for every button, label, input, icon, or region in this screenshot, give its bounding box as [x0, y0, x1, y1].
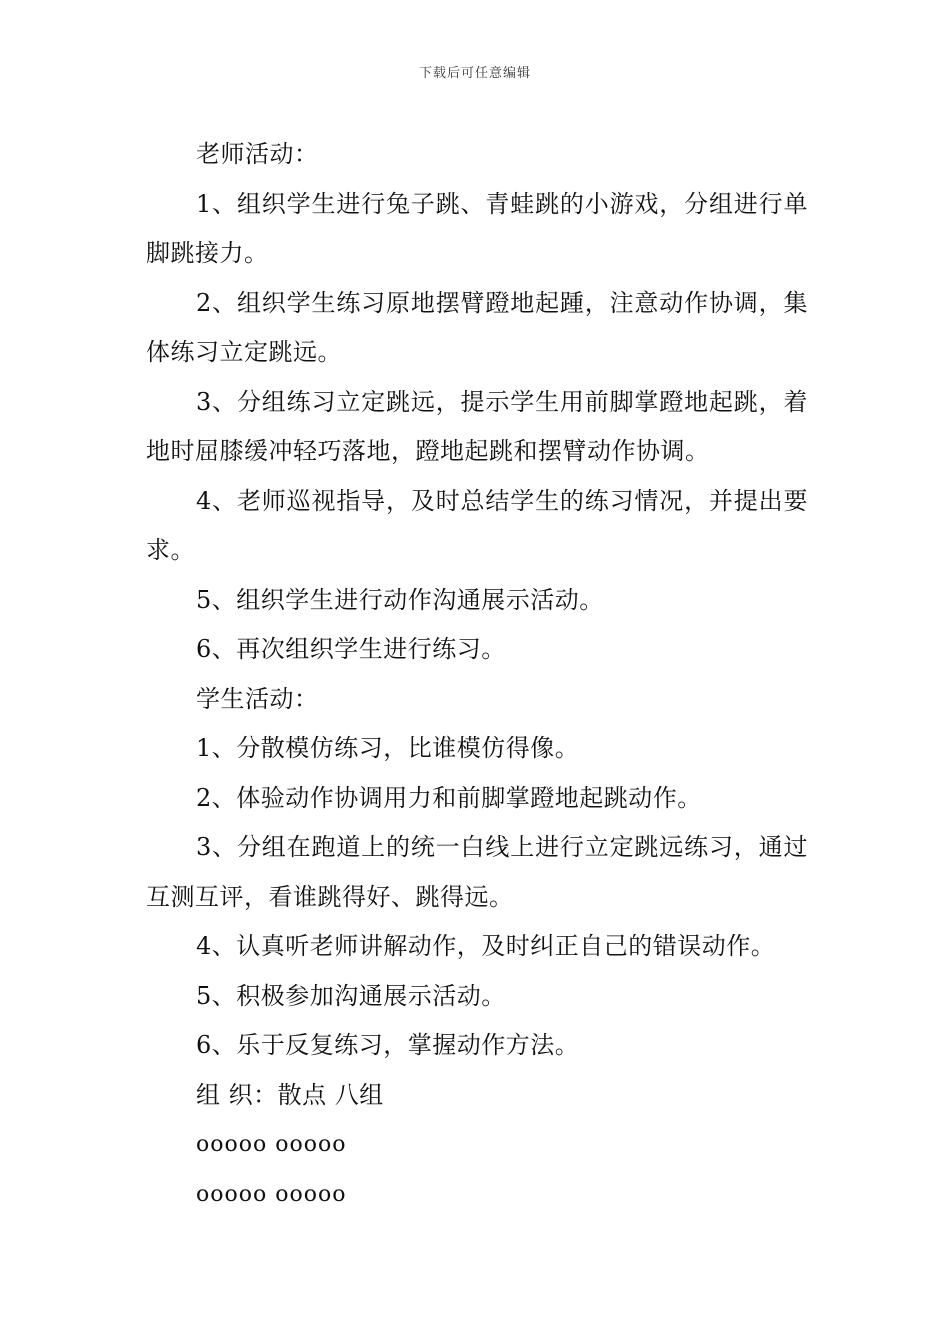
section-heading-student: 学生活动：: [196, 684, 319, 713]
student-item-3: 3、分组在跑道上的统一白线上进行立定跳远练习，通过互测互评，看谁跳得好、跳得远。: [146, 833, 808, 911]
student-item-5: 5、积极参加沟通展示活动。: [196, 981, 506, 1010]
formation-row-2: ooooo ooooo: [196, 1181, 347, 1207]
document-body: [146, 130, 808, 1219]
student-item-2: 2、体验动作协调用力和前脚掌蹬地起跳动作。: [196, 783, 702, 812]
teacher-item-1: 1、组织学生进行兔子跳、青蛙跳的小游戏，分组进行单脚跳接力。: [146, 189, 808, 267]
teacher-item-3: 3、分组练习立定跳远，提示学生用前脚掌蹬地起跳，着地时屈膝缓冲轻巧落地，蹬地起跳和摆臂动作协调。: [146, 387, 808, 465]
student-item-1: 1、分散模仿练习，比谁模仿得像。: [196, 734, 580, 762]
teacher-item-6: 6、再次组织学生进行练习。: [196, 635, 506, 663]
teacher-item-4: 4、老师巡视指导，及时总结学生的练习情况，并提出要求。: [146, 486, 808, 564]
student-item-6: 6、乐于反复练习，掌握动作方法。: [196, 1031, 580, 1059]
teacher-item-2: 2、组织学生练习原地摆臂蹬地起踵，注意动作协调，集体练习立定跳远。: [146, 288, 808, 366]
page-header: 下载后可任意编辑: [418, 66, 531, 81]
organization-line: 组 织：散点 八组: [196, 1080, 384, 1109]
formation-row-1: ooooo ooooo: [196, 1132, 347, 1157]
teacher-item-5: 5、组织学生进行动作沟通展示活动。: [196, 585, 604, 614]
section-heading-teacher: 老师活动：: [196, 140, 319, 168]
student-item-4: 4、认真听老师讲解动作，及时纠正自己的错误动作。: [196, 932, 776, 960]
